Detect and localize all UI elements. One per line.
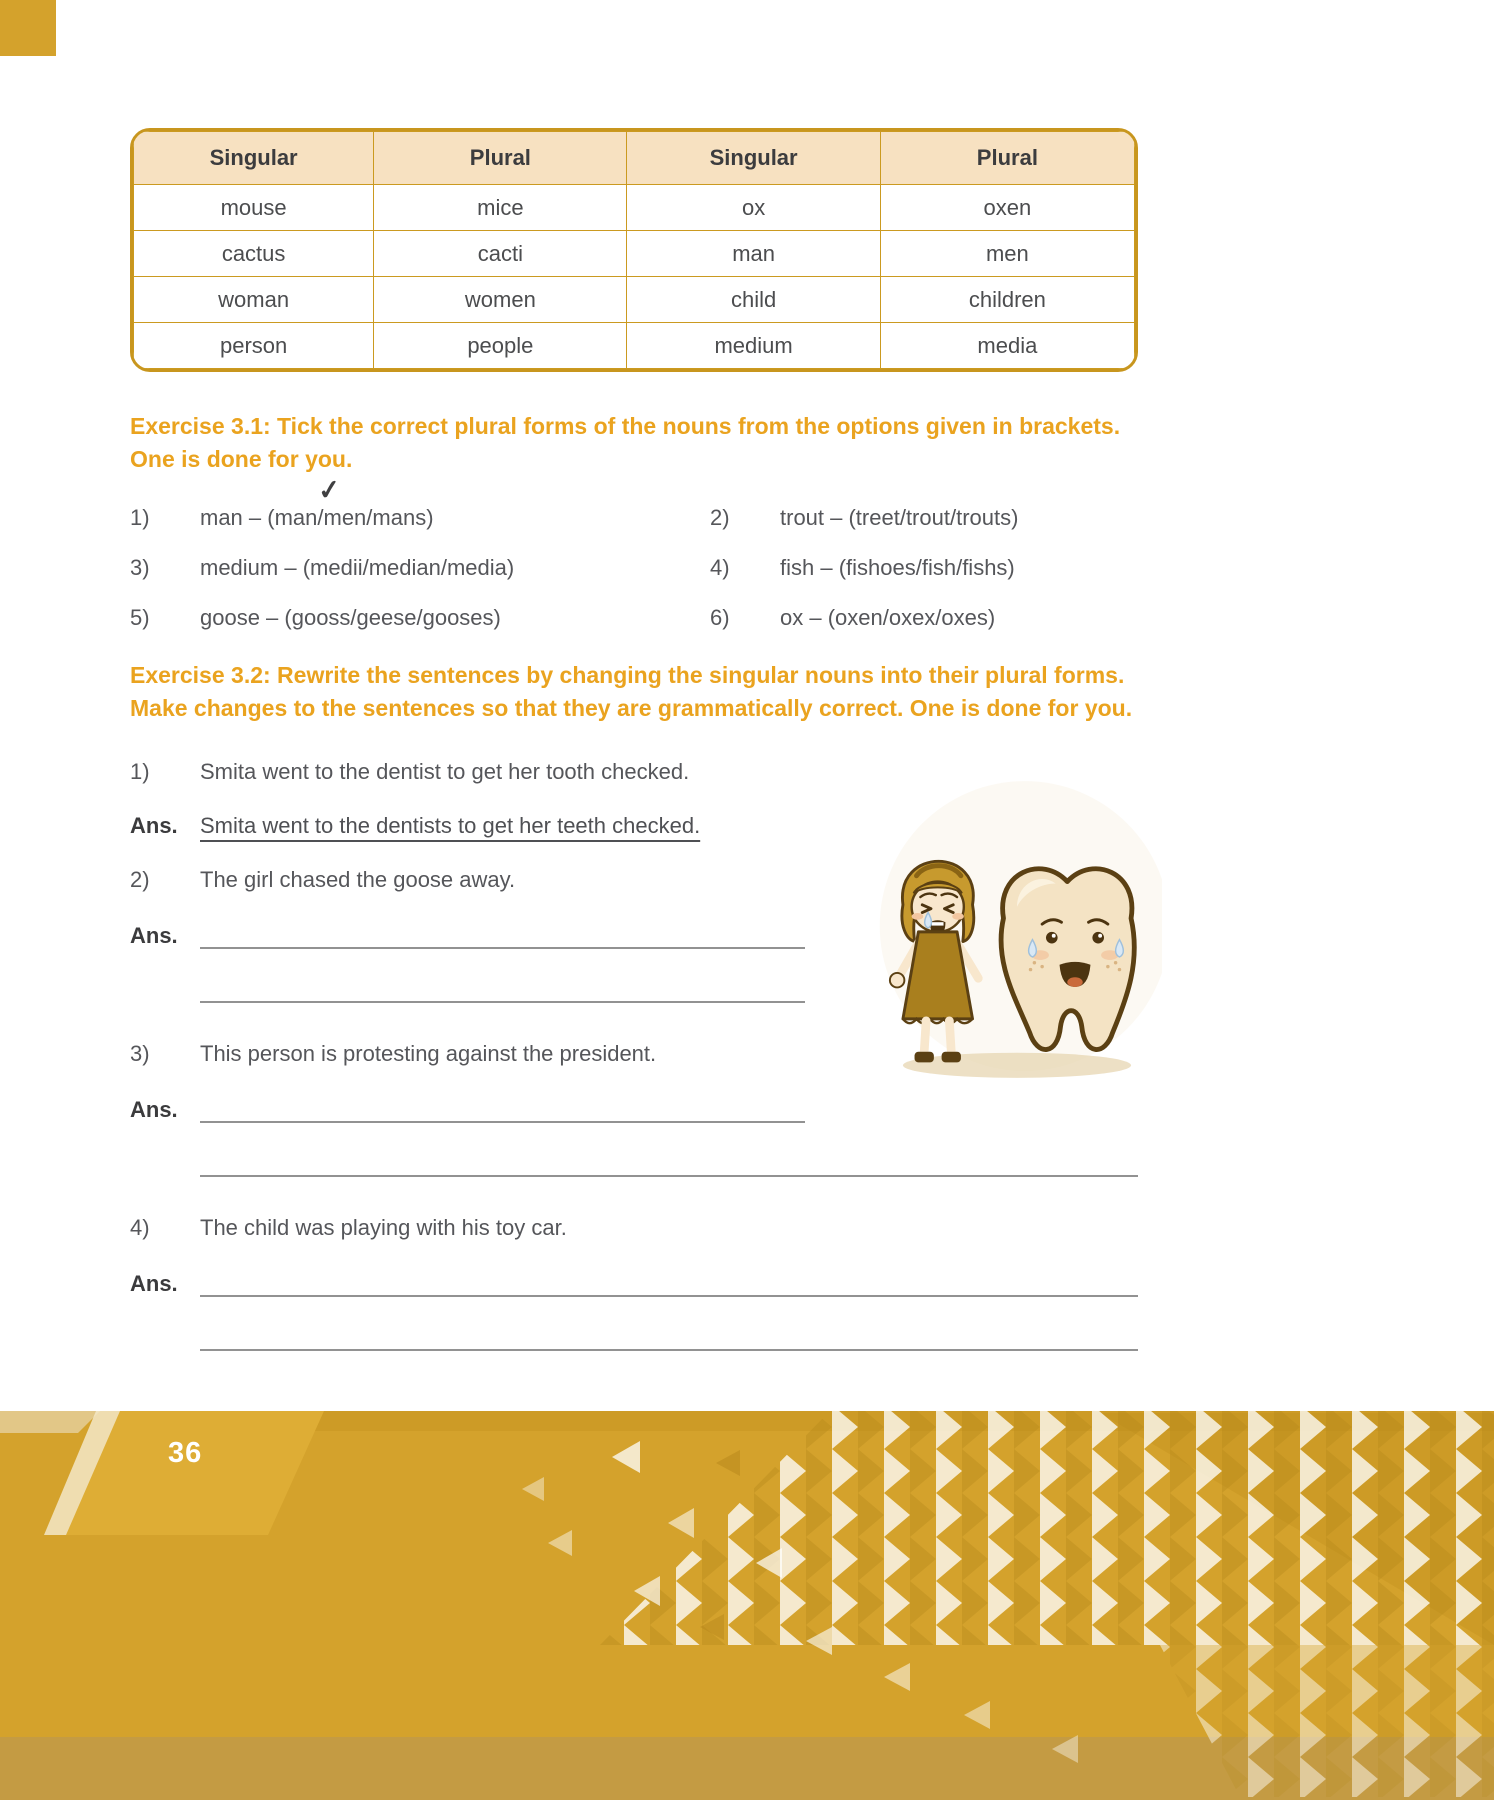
answer-label: Ans. [130, 1096, 178, 1122]
exercise-3-1-item-5 [130, 605, 710, 631]
table-cell: ox [627, 185, 880, 231]
table-header-cell: Plural [880, 132, 1134, 185]
answer-blank-line [200, 1001, 805, 1003]
table-header-row [134, 132, 1135, 185]
table-cell: medium [627, 323, 880, 369]
item-number: 1) [130, 758, 150, 784]
question-text: The child was playing with his toy car. [200, 1214, 567, 1240]
item-text: fish – (fishoes/fish/fishs) [780, 555, 1015, 581]
item-text [200, 474, 434, 531]
footer-decoration [0, 1405, 1494, 1800]
check-mark-icon: ✓ [315, 474, 342, 507]
illustration-crying-girl-and-tooth [872, 758, 1162, 1098]
exercise-3-1-item-4 [710, 555, 1138, 581]
item-number: 6) [710, 605, 730, 631]
table-row [134, 231, 1135, 277]
table-cell: women [374, 277, 627, 323]
item-number: 4) [130, 1214, 150, 1240]
item-number: 5) [130, 605, 150, 631]
table-header-cell: Singular [134, 132, 374, 185]
item-text: trout – (treet/trout/trouts) [780, 505, 1019, 531]
exercise-3-1-title: Exercise 3.1: Tick the correct plural forms of the nouns from the options given in brackets. One is done for you. [130, 413, 1121, 472]
illustration-svg [872, 758, 1162, 1098]
exercise-3-1-item-6 [710, 605, 1138, 631]
table-cell: child [627, 277, 880, 323]
exercise-3-2-title: Exercise 3.2: Rewrite the sentences by changing the singular nouns into their plural forms. Make changes to the sentences so that they are grammatically correct. One is done for you. [130, 662, 1133, 721]
table-row [134, 277, 1135, 323]
question-text: Smita went to the dentist to get her tooth checked. [200, 758, 690, 784]
exercise-3-1-item-3 [130, 555, 710, 581]
table-header-cell: Singular [627, 132, 880, 185]
table-cell: people [374, 323, 627, 369]
noun-table-frame [130, 128, 1138, 372]
item-number: 4) [710, 555, 730, 581]
item-text: medium – (medii/median/media) [200, 555, 515, 581]
table-cell: mouse [134, 185, 374, 231]
item-number: 1) [130, 505, 150, 531]
answer-label: Ans. [130, 812, 178, 838]
table-cell: men [880, 231, 1134, 277]
table-cell: media [880, 323, 1134, 369]
page-number: 36 [168, 1437, 203, 1469]
exercise-3-1-items [130, 474, 1138, 631]
item-number: 2) [130, 866, 150, 892]
exercise-3-2-answer-3 [130, 1095, 1138, 1123]
answer-blank-line [200, 1269, 1138, 1297]
ticked-word: men [323, 505, 367, 531]
item-number: 3) [130, 555, 150, 581]
exercise-3-1-item-2 [710, 505, 1138, 531]
ticked-option [315, 474, 367, 531]
table-cell: cactus [134, 231, 374, 277]
table-row [134, 323, 1135, 369]
table-cell: cacti [374, 231, 627, 277]
answer-label: Ans. [130, 922, 178, 948]
item-text: goose – (gooss/geese/gooses) [200, 605, 501, 631]
item-text-post: /mans) [366, 505, 434, 531]
exercise-3-2-question-4 [130, 1215, 1138, 1241]
question-text: This person is protesting against the president. [200, 1040, 657, 1066]
table-cell: woman [134, 277, 374, 323]
answer-blank-line [200, 1349, 1138, 1351]
table-header-cell: Plural [374, 132, 627, 185]
item-number: 3) [130, 1040, 150, 1066]
item-text: ox – (oxen/oxex/oxes) [780, 605, 996, 631]
corner-accent [0, 0, 56, 56]
answer-blank-line [200, 921, 805, 949]
answer-blank-line [200, 1175, 1138, 1177]
item-text-pre: man – (man/ [200, 505, 324, 531]
table-cell: children [880, 277, 1134, 323]
question-text: The girl chased the goose away. [200, 866, 516, 892]
table-cell: oxen [880, 185, 1134, 231]
answer-blank-line [200, 1095, 805, 1123]
table-cell: mice [374, 185, 627, 231]
answer-label: Ans. [130, 1270, 178, 1296]
table-row [134, 185, 1135, 231]
footer-pattern-svg [0, 1405, 1494, 1800]
noun-table [133, 131, 1135, 369]
table-cell: person [134, 323, 374, 369]
exercise-3-1-item-1 [130, 474, 710, 531]
table-cell: man [627, 231, 880, 277]
exercise-3-2-answer-4 [130, 1269, 1138, 1297]
answer-text: Smita went to the dentists to get her teeth checked. [200, 812, 701, 838]
item-number: 2) [710, 505, 730, 531]
